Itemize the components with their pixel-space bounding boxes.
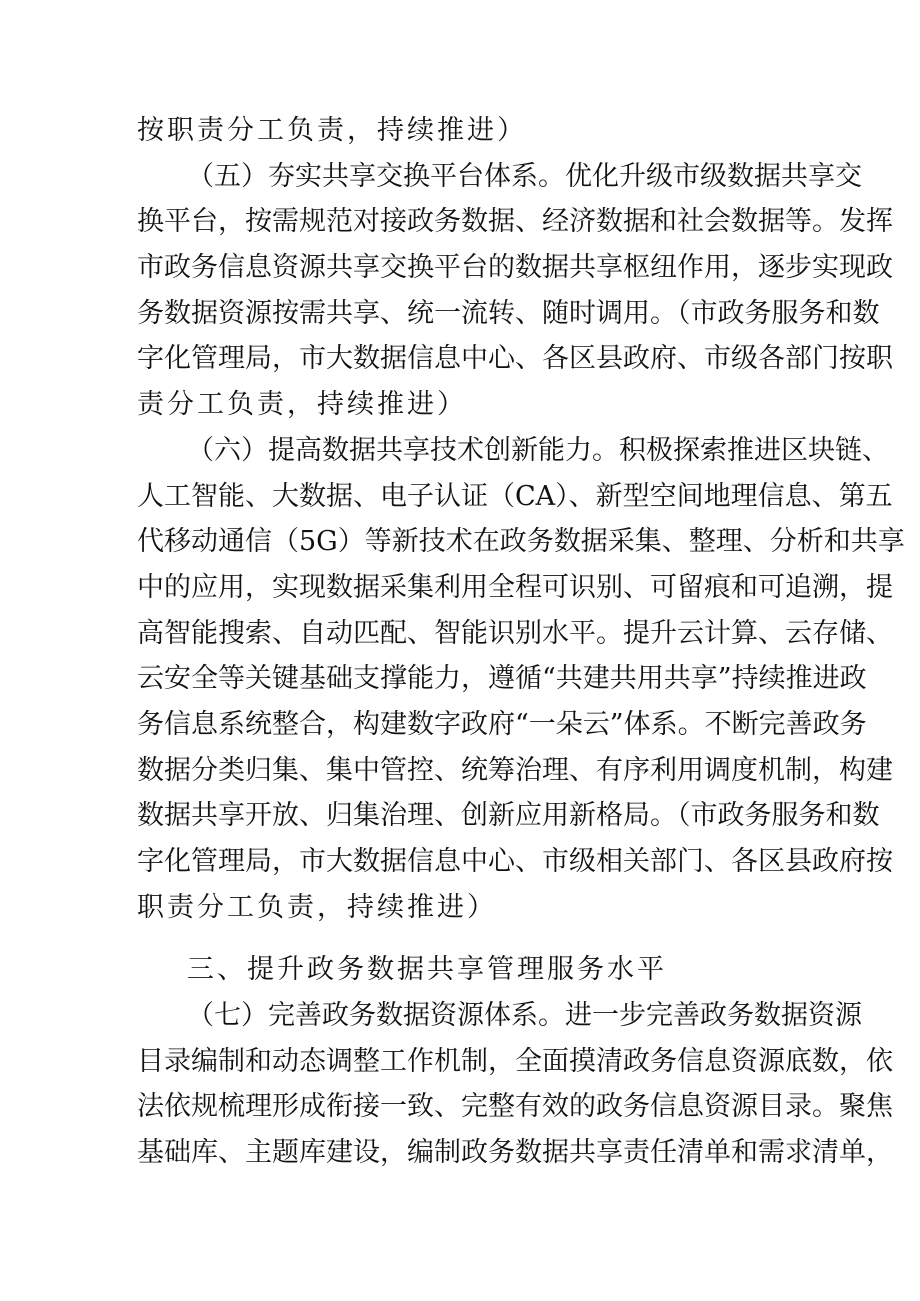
text-line: 职责分工负责，持续推进） (137, 891, 497, 923)
text-line: 换平台，按需规范对接政务数据、经济数据和社会数据等。发挥 (137, 206, 893, 238)
text-line: 目录编制和动态调整工作机制，全面摸清政务信息资源底数，依 (137, 1045, 893, 1077)
text-line: 人工智能、大数据、电子认证（CA）、新型空间地理信息、第五 (137, 480, 893, 512)
text-line: 责分工负责，持续推进） (137, 389, 467, 421)
text-line: 法依规梳理形成衔接一致、完整有效的政务信息资源目录。聚焦 (137, 1091, 893, 1123)
section-heading (137, 947, 787, 993)
paragraph (137, 993, 893, 1176)
text-line: 按职责分工负责，持续推进） (137, 115, 527, 146)
text-line: 中的应用，实现数据采集利用全程可识别、可留痕和可追溯，提 (137, 571, 893, 603)
text-line: 基础库、主题库建设，编制政务数据共享责任清单和需求清单， (137, 1137, 893, 1169)
text-line: 市政务信息资源共享交换平台的数据共享枢纽作用，逐步实现政 (137, 252, 893, 284)
text-line: （五）夯实共享交换平台体系。优化升级市级数据共享交 (187, 160, 862, 192)
text-line: （七）完善政务数据资源体系。进一步完善政务数据资源 (187, 1000, 862, 1032)
paragraph (137, 154, 893, 428)
text-line: 字化管理局，市大数据信息中心、各区县政府、市级各部门按职 (137, 343, 893, 375)
text-line: 字化管理局，市大数据信息中心、市级相关部门、各区县政府按 (137, 846, 893, 877)
paragraph (137, 108, 787, 154)
text-line: 数据共享开放、归集治理、创新应用新格局。（市政务服务和数 (137, 800, 880, 832)
document-page (137, 108, 905, 1176)
text-line: 数据分类归集、集中管控、统筹治理、有序利用调度机制，构建 (137, 754, 893, 786)
text-line: 务数据资源按需共享、统一流转、随时调用。（市政务服务和数 (137, 297, 880, 329)
text-line: 代移动通信（5G）等新技术在政务数据采集、整理、分析和共享 (137, 526, 905, 558)
text-line: （六）提高数据共享技术创新能力。积极探索推进区块链、 (187, 434, 889, 466)
text-line: 高智能搜索、自动匹配、智能识别水平。提升云计算、云存储、 (137, 617, 893, 649)
text-line: 云安全等关键基础支撑能力，遵循“共建共用共享”持续推进政 (137, 663, 867, 695)
paragraph (137, 428, 905, 931)
text-line: 务信息系统整合，构建数字政府“一朵云”体系。不断完善政务 (137, 708, 867, 740)
text-line: 三、提升政务数据共享管理服务水平 (187, 954, 667, 986)
